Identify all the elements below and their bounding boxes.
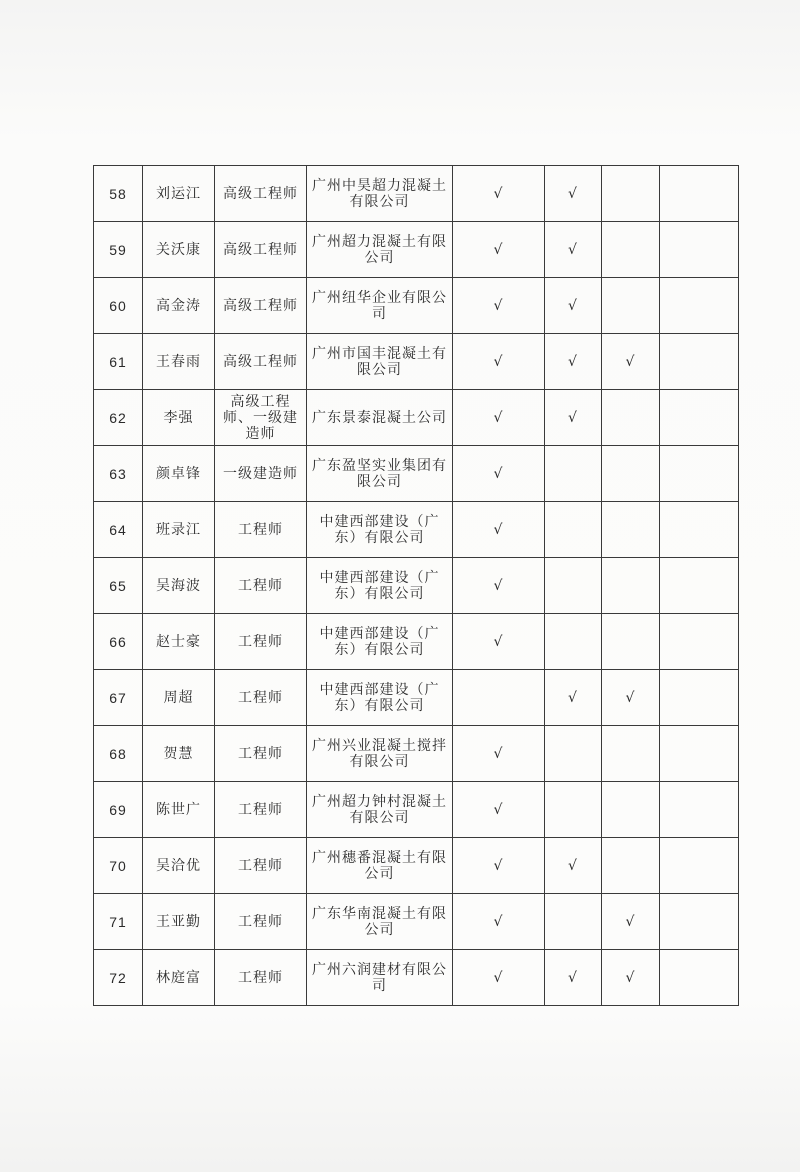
checkmark-cell: √ [602, 334, 660, 390]
checkmark-cell: √ [545, 166, 602, 222]
title-cell: 工程师 [215, 782, 307, 838]
expert-roster-table [93, 165, 739, 1006]
row-number-cell: 65 [94, 558, 143, 614]
checkmark-cell [602, 614, 660, 670]
checkmark-cell [660, 670, 739, 726]
row-number-cell: 64 [94, 502, 143, 558]
organization-cell: 中建西部建设（广东）有限公司 [307, 502, 453, 558]
checkmark-cell [660, 390, 739, 446]
roster-body [94, 166, 739, 1006]
organization-cell: 广州超力钟村混凝土有限公司 [307, 782, 453, 838]
table-row [94, 278, 739, 334]
organization-cell: 广东华南混凝土有限公司 [307, 894, 453, 950]
checkmark-cell [660, 446, 739, 502]
name-cell: 周超 [143, 670, 215, 726]
table-row [94, 166, 739, 222]
title-cell: 工程师 [215, 838, 307, 894]
checkmark-cell [545, 894, 602, 950]
table-row [94, 670, 739, 726]
checkmark-cell [545, 614, 602, 670]
title-cell: 一级建造师 [215, 446, 307, 502]
name-cell: 吴洽优 [143, 838, 215, 894]
checkmark-cell [660, 726, 739, 782]
table-row [94, 894, 739, 950]
checkmark-cell: √ [453, 838, 545, 894]
checkmark-cell [545, 446, 602, 502]
checkmark-cell: √ [453, 614, 545, 670]
title-cell: 高级工程师 [215, 278, 307, 334]
checkmark-cell: √ [545, 222, 602, 278]
checkmark-cell [660, 166, 739, 222]
checkmark-cell: √ [453, 950, 545, 1006]
title-cell: 工程师 [215, 950, 307, 1006]
organization-cell: 广东盈坚实业集团有限公司 [307, 446, 453, 502]
checkmark-cell: √ [453, 782, 545, 838]
checkmark-cell [545, 782, 602, 838]
checkmark-cell: √ [453, 502, 545, 558]
table-row [94, 558, 739, 614]
row-number-cell: 61 [94, 334, 143, 390]
name-cell: 刘运江 [143, 166, 215, 222]
name-cell: 林庭富 [143, 950, 215, 1006]
title-cell: 工程师 [215, 670, 307, 726]
checkmark-cell [660, 558, 739, 614]
checkmark-cell [545, 558, 602, 614]
checkmark-cell [602, 446, 660, 502]
checkmark-cell [602, 838, 660, 894]
name-cell: 班录江 [143, 502, 215, 558]
title-cell: 工程师 [215, 726, 307, 782]
name-cell: 贺慧 [143, 726, 215, 782]
organization-cell: 广州中昊超力混凝土有限公司 [307, 166, 453, 222]
row-number-cell: 69 [94, 782, 143, 838]
organization-cell: 广东景泰混凝土公司 [307, 390, 453, 446]
checkmark-cell [602, 390, 660, 446]
table-row [94, 502, 739, 558]
organization-cell: 广州六润建材有限公司 [307, 950, 453, 1006]
table-row [94, 838, 739, 894]
organization-cell: 广州市国丰混凝土有限公司 [307, 334, 453, 390]
checkmark-cell: √ [453, 334, 545, 390]
table-row [94, 390, 739, 446]
table-row [94, 726, 739, 782]
table-row [94, 614, 739, 670]
name-cell: 王亚勤 [143, 894, 215, 950]
checkmark-cell [602, 782, 660, 838]
checkmark-cell [602, 726, 660, 782]
organization-cell: 中建西部建设（广东）有限公司 [307, 614, 453, 670]
name-cell: 赵士豪 [143, 614, 215, 670]
organization-cell: 中建西部建设（广东）有限公司 [307, 670, 453, 726]
name-cell: 高金涛 [143, 278, 215, 334]
row-number-cell: 62 [94, 390, 143, 446]
checkmark-cell: √ [545, 838, 602, 894]
checkmark-cell [660, 502, 739, 558]
row-number-cell: 59 [94, 222, 143, 278]
table-row [94, 950, 739, 1006]
checkmark-cell [602, 502, 660, 558]
checkmark-cell: √ [545, 950, 602, 1006]
row-number-cell: 58 [94, 166, 143, 222]
checkmark-cell [453, 670, 545, 726]
checkmark-cell [660, 278, 739, 334]
name-cell: 陈世广 [143, 782, 215, 838]
checkmark-cell: √ [453, 278, 545, 334]
checkmark-cell [660, 334, 739, 390]
checkmark-cell: √ [545, 278, 602, 334]
title-cell: 高级工程师 [215, 166, 307, 222]
checkmark-cell [660, 614, 739, 670]
checkmark-cell: √ [545, 670, 602, 726]
checkmark-cell: √ [602, 670, 660, 726]
title-cell: 高级工程师 [215, 222, 307, 278]
checkmark-cell: √ [453, 390, 545, 446]
checkmark-cell [602, 278, 660, 334]
title-cell: 工程师 [215, 558, 307, 614]
row-number-cell: 71 [94, 894, 143, 950]
row-number-cell: 60 [94, 278, 143, 334]
row-number-cell: 67 [94, 670, 143, 726]
checkmark-cell [660, 894, 739, 950]
checkmark-cell [545, 726, 602, 782]
name-cell: 李强 [143, 390, 215, 446]
checkmark-cell [602, 166, 660, 222]
title-cell: 工程师 [215, 614, 307, 670]
checkmark-cell [660, 222, 739, 278]
checkmark-cell [660, 950, 739, 1006]
checkmark-cell: √ [453, 166, 545, 222]
row-number-cell: 66 [94, 614, 143, 670]
table-row [94, 334, 739, 390]
checkmark-cell: √ [453, 558, 545, 614]
row-number-cell: 63 [94, 446, 143, 502]
name-cell: 王春雨 [143, 334, 215, 390]
row-number-cell: 70 [94, 838, 143, 894]
table-row [94, 446, 739, 502]
checkmark-cell: √ [453, 894, 545, 950]
table-row [94, 222, 739, 278]
checkmark-cell: √ [545, 334, 602, 390]
organization-cell: 广州纽华企业有限公司 [307, 278, 453, 334]
organization-cell: 中建西部建设（广东）有限公司 [307, 558, 453, 614]
checkmark-cell [602, 222, 660, 278]
row-number-cell: 72 [94, 950, 143, 1006]
checkmark-cell: √ [602, 950, 660, 1006]
organization-cell: 广州超力混凝土有限公司 [307, 222, 453, 278]
checkmark-cell [660, 838, 739, 894]
checkmark-cell: √ [453, 446, 545, 502]
organization-cell: 广州兴业混凝土搅拌有限公司 [307, 726, 453, 782]
checkmark-cell [660, 782, 739, 838]
checkmark-cell: √ [453, 726, 545, 782]
checkmark-cell: √ [453, 222, 545, 278]
table-row [94, 782, 739, 838]
checkmark-cell [602, 558, 660, 614]
checkmark-cell: √ [545, 390, 602, 446]
title-cell: 高级工程师 [215, 334, 307, 390]
name-cell: 吴海波 [143, 558, 215, 614]
title-cell: 高级工程师、一级建造师 [215, 390, 307, 446]
organization-cell: 广州穗番混凝土有限公司 [307, 838, 453, 894]
title-cell: 工程师 [215, 894, 307, 950]
row-number-cell: 68 [94, 726, 143, 782]
title-cell: 工程师 [215, 502, 307, 558]
name-cell: 关沃康 [143, 222, 215, 278]
name-cell: 颜卓锋 [143, 446, 215, 502]
checkmark-cell [545, 502, 602, 558]
checkmark-cell: √ [602, 894, 660, 950]
